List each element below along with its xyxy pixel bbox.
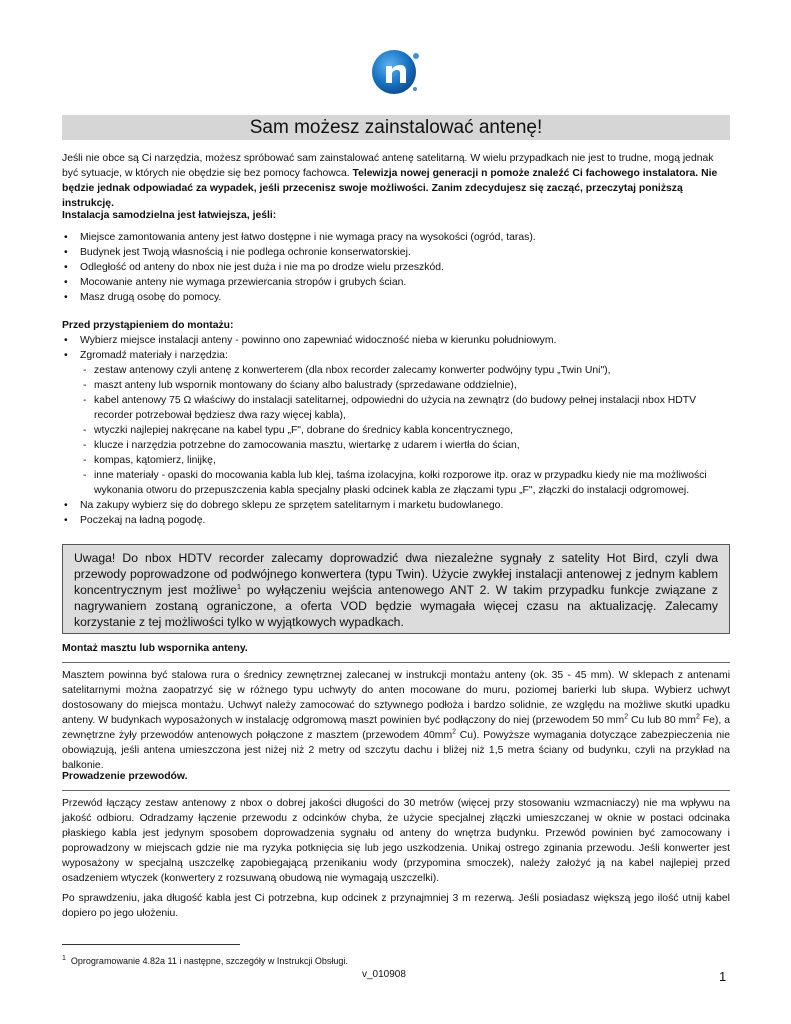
page-number: 1 (719, 969, 727, 984)
divider (62, 662, 730, 663)
intro-bold: Telewizja nowej generacji n pomoże znaleźć Ci fachowego instalatora. Nie będzie jednak odpowiadać za wypadek, jeśli przecenisz swoje możliwości. Zanim zdecydujesz się zacząć, przeczytaj poniższą instrukcję. (62, 168, 718, 209)
list-item-label: Zgromadź materiały i narzędzia: (80, 350, 228, 361)
mast-paragraph: Masztem powinna być stalowa rura o średnicy zewnętrznej zalecanej w instrukcji montażu anteny (ok. 35 - 45 mm). W sklepach z antenami satelitarnymi można zaopatrzyć się w różnego typu uchwyty do anten mocowane do muru, poziomej barierki lub słupa. Wybierz uchwyt dostosowany do miejsca montażu. Uchwyt należy zamocować do sztywnego podłoża i bardzo solidnie, ze względu na możliwe skutki upadku anteny. W budynkach wyposażonych w instalację odgromową maszt powinien być podłączony do niej (przewodem 50 $mm^2$ Cu lub 80 $mm^2$ Fe), a zewnętrzne żyły przewodów antenowych połączone z masztem (przewodem $40mm^2$ Cu). Powyższe wymagania dotyczące zabezpieczenia nie obowiązują, jeśli antena umieszczona jest niżej niż 2 metry od szczytu dachu i bliżej niż 1,5 metra ściany od budynku, czyli na przykład na balkonie. (62, 670, 731, 771)
footnote (62, 956, 348, 966)
list-item: - maszt anteny lub wspornik montowany do ściany albo balustrady (sprzedawane oddzielnie), (80, 378, 730, 393)
warning-box (62, 544, 730, 634)
condition-list (62, 230, 730, 305)
warning-text: Uwaga! Do nbox HDTV recorder zalecamy doprowadzić dwa niezależne sygnały z satelity Hot Bird, czyli dwa przewody poprowadzone od podwójnego konwertera (typu Twin). Użycie zwykłej instalacji antenowej z jednym kablem koncentrycznym jest możliwe (74, 551, 718, 597)
section-heading: Przed przystąpieniem do montażu: (62, 320, 234, 331)
footnote-text: Oprogramowanie 4.82a 11 i następne, szczegóły w Instrukcji Obsługi. (70, 956, 348, 966)
intro-paragraph (62, 151, 730, 211)
intro-text: Jeśli nie obce są Ci narzędzia, możesz spróbować sam zainstalować antenę satelitarną. W wielu przypadkach nie jest to trudne, mogą jednak być sytuacje, w których nie obędzie się bez pomocy fachowca. (62, 153, 714, 179)
page-title: Sam możesz zainstalować antenę! (249, 117, 543, 138)
list-item: - wtyczki najlepiej nakręcane na kabel typu „F", dobrane do średnicy kabla koncentrycznego, (80, 423, 730, 438)
list-item: - inne materiały - opaski do mocowania kabla lub klej, taśma izolacyjna, kołki rozporowe itp. oraz w przypadku kiedy nie ma możliwości wykonania otworu do przepuszczenia kabla specjalny płaski odcinek kabla ze złączami typu „F", złączki do instalacji odgromowej. (80, 468, 730, 498)
version-label: v_010908 (362, 969, 406, 980)
list-item: - zestaw antenowy czyli antenę z konwerterem (dla nbox recorder zalecamy konwerter podwójny typu „Twin Uni"), (80, 363, 730, 378)
section-before-install (62, 318, 730, 528)
list-item: • Wybierz miejsce instalacji anteny - powinno ono zapewniać widoczność nieba w kierunku południowym. (62, 333, 730, 348)
list-item: • Masz drugą osobę do pomocy. (62, 290, 730, 305)
title-bar (62, 115, 730, 140)
list-item: • Odległość od anteny do nbox nie jest duża i nie ma po drodze wielu przeszkód. (62, 260, 730, 275)
footnote-number: 1 (62, 955, 66, 962)
section-cables (62, 769, 730, 921)
prep-list-end (62, 498, 730, 528)
footnote-ref: 1 (236, 583, 241, 591)
section-heading: Instalacja samodzielna jest łatwiejsza, jeśli: (62, 210, 277, 221)
list-item: • Mocowanie anteny nie wymaga przewiercania stropów i grubych ścian. (62, 275, 730, 290)
cables-paragraph-2: Po sprawdzeniu, jaka długość kabla jest Ci potrzebna, kup odcinek z przynajmniej 3 m rezerwą. Jeśli posiadasz większą jego ilość utnij kabel dopiero po jego ułożeniu. (62, 893, 730, 919)
list-item: - kabel antenowy 75 Ω właściwy do instalacji satelitarnej, odpowiedni do użycia na zewnątrz (do budowy pełnej instalacji nbox HDTV recorder potrzebował będziesz dwa razy więcej kabla), (80, 393, 730, 423)
section-mast (62, 641, 730, 773)
divider (62, 790, 730, 791)
list-item: • Poczekaj na ładną pogodę. (62, 513, 730, 528)
n-logo (368, 44, 424, 100)
materials-list (80, 363, 730, 498)
section-heading: Montaż masztu lub wspornika anteny. (62, 643, 248, 654)
list-item: - klucze i narzędzia potrzebne do zamocowania masztu, wiertarkę z udarem i wiertła do ścian, (80, 438, 730, 453)
list-item: • Budynek jest Twoją własnością i nie podlega ochronie konserwatorskiej. (62, 245, 730, 260)
cables-paragraph: Przewód łączący zestaw antenowy z nbox o dobrej jakości długości do 30 metrów (więcej przy stosowaniu wzmacniaczy) nie ma wpływu na jakość odbioru. Odradzamy łączenie przewodu z odcinków chyba, że użycie specjalnej złączki umieszczanej w oknie w postaci odcinaka płaskiego kabla jest jedynym sposobem doprowadzenia sygnału od anteny do wnętrza budynku. Przewód powinien być zamocowany i poprowadzony w miejscach gdzie nie ma ryzyka potknięcia się lub jego uszkodzenia. Unikaj ostrego zginania przewodu. Jeśli konwerter jest wyposażony w specjalną uszczelkę zapobiegającą przenikaniu wody (przypomina smoczek), należy założyć ją na kabel najlepiej przed osadzeniem wtyczek (konwertery z rozsuwaną obudową nie wymagają uszczelki). (62, 798, 730, 884)
section-heading: Prowadzenie przewodów. (62, 771, 188, 782)
section-easy-install (62, 208, 730, 305)
prep-list (62, 333, 730, 363)
list-item: • Na zakupy wybierz się do dobrego sklepu ze sprzętem satelitarnym i marketu budowlanego. (62, 498, 730, 513)
list-item: - kompas, kątomierz, linijkę, (80, 453, 730, 468)
footnote-divider (62, 944, 240, 945)
list-item (62, 348, 730, 363)
list-item: • Miejsce zamontowania anteny jest łatwo dostępne i nie wymaga pracy na wysokości (ogród, taras). (62, 230, 730, 245)
warning-text-cont: po wyłączeniu wejścia antenowego ANT 2. W takim przypadku funkcje związane z nagrywaniem zostaną ograniczone, a oferta VOD będzie wymagała więcej czasu na aktualizację. Zalecamy korzystanie z tej możliwości tylko w wyjątkowych wypadkach. (74, 583, 718, 629)
